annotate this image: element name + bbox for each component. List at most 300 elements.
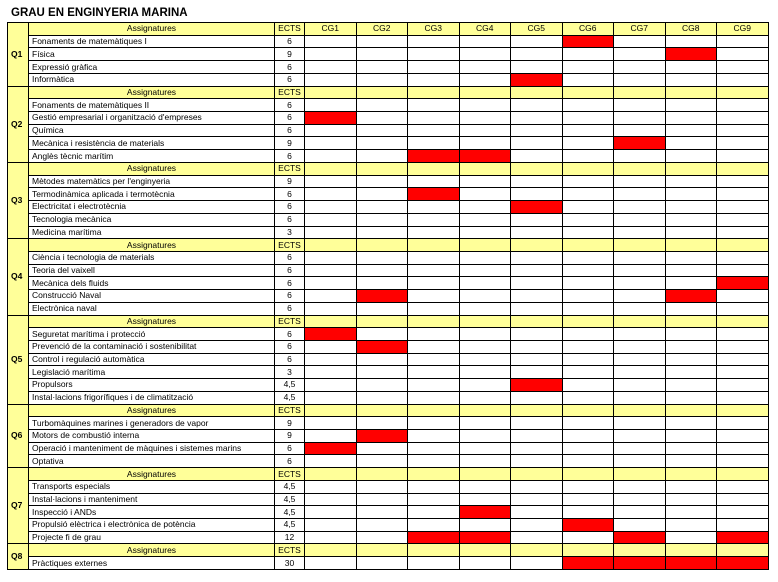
column-header-cg	[356, 544, 408, 557]
subject-name: Física	[29, 48, 275, 61]
competence-cell	[717, 340, 769, 353]
subject-row	[8, 277, 769, 290]
competence-cell	[459, 48, 511, 61]
competence-cell	[614, 112, 666, 125]
competence-cell	[511, 340, 563, 353]
competence-cell	[305, 48, 357, 61]
subject-row	[8, 531, 769, 544]
quarter-header-row	[8, 468, 769, 481]
competence-cell	[717, 226, 769, 239]
competence-cell	[614, 519, 666, 532]
competence-cell	[356, 35, 408, 48]
competence-cell	[408, 201, 460, 214]
competence-cell	[356, 175, 408, 188]
competence-cell	[717, 61, 769, 74]
subject-row	[8, 226, 769, 239]
competence-cell-marked	[511, 73, 563, 86]
column-header-cg	[408, 162, 460, 175]
column-header-cg: CG3	[408, 23, 460, 36]
competence-cell	[356, 201, 408, 214]
competence-cell	[665, 353, 717, 366]
competence-cell	[305, 519, 357, 532]
subject-name: Mecànica dels fluids	[29, 277, 275, 290]
subject-name: Electricitat i electrotècnia	[29, 201, 275, 214]
competence-cell	[356, 417, 408, 430]
subject-row	[8, 99, 769, 112]
column-header-ects: ECTS	[275, 315, 305, 328]
competence-cell	[717, 188, 769, 201]
competence-cell	[511, 99, 563, 112]
quarter-label: Q6	[8, 404, 29, 468]
column-header-ects: ECTS	[275, 162, 305, 175]
competence-cell	[459, 264, 511, 277]
competence-cell	[511, 137, 563, 150]
competence-cell	[562, 455, 614, 468]
competence-cell	[459, 442, 511, 455]
quarter-label: Q8	[8, 544, 29, 569]
quarter-header-row	[8, 162, 769, 175]
competence-cell	[511, 366, 563, 379]
competence-cell	[305, 353, 357, 366]
competence-cell	[356, 366, 408, 379]
column-header-cg	[305, 86, 357, 99]
subject-ects: 9	[275, 137, 305, 150]
column-header-cg	[305, 239, 357, 252]
subject-ects: 9	[275, 430, 305, 443]
column-header-assignatures: Assignatures	[29, 23, 275, 36]
column-header-cg	[562, 239, 614, 252]
subject-row	[8, 175, 769, 188]
competence-cell	[408, 430, 460, 443]
competence-cell	[408, 328, 460, 341]
competence-cell	[511, 61, 563, 74]
subject-ects: 4,5	[275, 493, 305, 506]
subject-ects: 9	[275, 417, 305, 430]
column-header-cg	[511, 468, 563, 481]
subject-name: Legislació marítima	[29, 366, 275, 379]
subject-ects: 4,5	[275, 379, 305, 392]
competence-cell	[408, 417, 460, 430]
competence-cell	[665, 379, 717, 392]
competence-cell	[614, 226, 666, 239]
column-header-cg	[562, 404, 614, 417]
column-header-cg	[408, 86, 460, 99]
subject-name: Projecte fi de grau	[29, 531, 275, 544]
competence-cell	[614, 251, 666, 264]
column-header-cg	[511, 162, 563, 175]
competence-cell	[356, 124, 408, 137]
competence-cell	[511, 48, 563, 61]
subject-row	[8, 417, 769, 430]
competence-cell	[459, 557, 511, 570]
competence-cell-marked	[356, 430, 408, 443]
competence-cell	[665, 99, 717, 112]
column-header-cg	[614, 162, 666, 175]
competence-cell	[459, 379, 511, 392]
competence-cell	[562, 506, 614, 519]
subject-row	[8, 213, 769, 226]
competence-cell	[305, 188, 357, 201]
quarter-header-row	[8, 315, 769, 328]
competence-cell	[511, 430, 563, 443]
competence-cell	[511, 391, 563, 404]
competence-cell	[562, 175, 614, 188]
column-header-cg	[305, 404, 357, 417]
competence-cell	[717, 519, 769, 532]
competence-cell	[562, 290, 614, 303]
competence-cell	[356, 73, 408, 86]
competence-cell-marked	[562, 557, 614, 570]
competence-cell-marked	[356, 340, 408, 353]
subject-row	[8, 480, 769, 493]
subject-row	[8, 264, 769, 277]
competence-cell	[614, 340, 666, 353]
column-header-cg	[408, 468, 460, 481]
competence-cell	[562, 302, 614, 315]
quarter-label: Q7	[8, 468, 29, 544]
competence-cell	[614, 379, 666, 392]
competence-cell	[614, 391, 666, 404]
competence-cell	[511, 226, 563, 239]
competence-cell	[305, 150, 357, 163]
competence-cell	[408, 73, 460, 86]
competence-cell	[408, 379, 460, 392]
table-body	[8, 23, 769, 570]
column-header-cg	[408, 239, 460, 252]
competence-cell-marked	[408, 531, 460, 544]
column-header-cg	[562, 86, 614, 99]
subject-ects: 6	[275, 61, 305, 74]
competence-cell	[305, 340, 357, 353]
competence-cell	[717, 48, 769, 61]
subject-ects: 6	[275, 150, 305, 163]
competence-cell	[459, 175, 511, 188]
competence-cell	[717, 506, 769, 519]
column-header-cg	[717, 468, 769, 481]
competence-cell	[511, 506, 563, 519]
competence-cell	[511, 264, 563, 277]
competence-cell	[305, 290, 357, 303]
column-header-cg	[665, 544, 717, 557]
competence-cell	[511, 455, 563, 468]
competence-cell	[562, 480, 614, 493]
competence-cell	[562, 124, 614, 137]
column-header-assignatures: Assignatures	[29, 315, 275, 328]
competence-cell	[665, 430, 717, 443]
subject-name: Teoria del vaixell	[29, 264, 275, 277]
competence-cell	[717, 480, 769, 493]
competence-cell	[408, 226, 460, 239]
competence-cell	[511, 493, 563, 506]
competence-cell	[305, 430, 357, 443]
competence-cell	[408, 61, 460, 74]
subject-ects: 3	[275, 366, 305, 379]
competence-cell	[408, 455, 460, 468]
competence-cell	[408, 506, 460, 519]
competence-cell	[459, 480, 511, 493]
competence-cell	[305, 302, 357, 315]
competence-cell	[562, 264, 614, 277]
column-header-assignatures: Assignatures	[29, 162, 275, 175]
column-header-cg	[614, 315, 666, 328]
subject-row	[8, 137, 769, 150]
column-header-cg	[356, 315, 408, 328]
column-header-cg	[408, 544, 460, 557]
column-header-ects: ECTS	[275, 239, 305, 252]
competence-cell-marked	[408, 188, 460, 201]
competence-cell-marked	[459, 150, 511, 163]
column-header-cg	[614, 544, 666, 557]
column-header-assignatures: Assignatures	[29, 544, 275, 557]
competence-cell	[459, 455, 511, 468]
subject-ects: 6	[275, 188, 305, 201]
competence-cell	[665, 366, 717, 379]
column-header-cg	[356, 404, 408, 417]
competence-cell	[459, 137, 511, 150]
subject-ects: 12	[275, 531, 305, 544]
competence-cell	[717, 264, 769, 277]
column-header-cg	[614, 239, 666, 252]
column-header-cg	[614, 86, 666, 99]
competence-cell	[717, 201, 769, 214]
competence-cell	[356, 519, 408, 532]
competence-cell	[459, 290, 511, 303]
competence-cell	[459, 124, 511, 137]
competence-cell	[614, 277, 666, 290]
competence-cell	[511, 175, 563, 188]
competence-cell	[459, 61, 511, 74]
subject-ects: 6	[275, 35, 305, 48]
competence-cell	[408, 213, 460, 226]
competence-cell	[562, 493, 614, 506]
competence-cell	[356, 328, 408, 341]
competence-cell	[665, 73, 717, 86]
competence-cell	[614, 213, 666, 226]
competence-cell-marked	[511, 201, 563, 214]
competence-cell	[562, 417, 614, 430]
competence-cell	[717, 251, 769, 264]
competence-cell	[305, 480, 357, 493]
competence-cell	[717, 175, 769, 188]
competence-cell	[562, 61, 614, 74]
competence-cell	[408, 366, 460, 379]
competence-cell	[459, 99, 511, 112]
competence-cell	[305, 251, 357, 264]
competence-cell-marked	[717, 277, 769, 290]
competence-cell	[665, 519, 717, 532]
competence-cell	[562, 99, 614, 112]
competence-cell	[305, 35, 357, 48]
column-header-cg	[305, 162, 357, 175]
competence-cell	[408, 277, 460, 290]
competence-cell	[562, 150, 614, 163]
subject-row	[8, 442, 769, 455]
quarter-header-row	[8, 86, 769, 99]
subject-name: Transports especials	[29, 480, 275, 493]
competence-cell	[305, 99, 357, 112]
subject-ects: 6	[275, 442, 305, 455]
competence-cell	[511, 353, 563, 366]
subject-row	[8, 201, 769, 214]
subject-ects: 30	[275, 557, 305, 570]
subject-row	[8, 557, 769, 570]
competence-cell	[459, 417, 511, 430]
column-header-cg	[717, 404, 769, 417]
column-header-cg	[562, 544, 614, 557]
subject-name: Control i regulació automàtica	[29, 353, 275, 366]
competence-cell	[459, 251, 511, 264]
competence-cell	[408, 35, 460, 48]
column-header-cg	[665, 239, 717, 252]
subject-ects: 3	[275, 226, 305, 239]
column-header-cg	[665, 468, 717, 481]
competence-cell	[511, 302, 563, 315]
competence-cell	[459, 391, 511, 404]
competence-cell	[665, 35, 717, 48]
competence-cell	[511, 124, 563, 137]
column-header-cg: CG5	[511, 23, 563, 36]
subject-row	[8, 379, 769, 392]
competence-cell-marked	[459, 506, 511, 519]
competence-cell	[459, 340, 511, 353]
subject-ects: 4,5	[275, 506, 305, 519]
column-header-assignatures: Assignatures	[29, 404, 275, 417]
subject-row	[8, 366, 769, 379]
subject-ects: 6	[275, 290, 305, 303]
competence-cell-marked	[717, 557, 769, 570]
subject-name: Fonaments de matemàtiques I	[29, 35, 275, 48]
competence-cell	[562, 137, 614, 150]
column-header-cg	[459, 404, 511, 417]
competence-cell	[717, 391, 769, 404]
column-header-cg	[305, 544, 357, 557]
competence-cell	[408, 290, 460, 303]
competence-cell	[408, 480, 460, 493]
competence-cell	[717, 379, 769, 392]
subject-ects: 6	[275, 112, 305, 125]
column-header-cg	[459, 239, 511, 252]
competence-cell	[356, 251, 408, 264]
competence-cell	[408, 137, 460, 150]
subject-ects: 4,5	[275, 519, 305, 532]
competence-cell	[305, 366, 357, 379]
competence-cell	[614, 73, 666, 86]
subject-name: Construcció Naval	[29, 290, 275, 303]
competence-cell	[665, 264, 717, 277]
competence-cell	[665, 251, 717, 264]
competences-table	[7, 22, 769, 570]
competence-cell	[562, 251, 614, 264]
competence-cell	[356, 302, 408, 315]
column-header-cg: CG4	[459, 23, 511, 36]
subject-name: Gestió empresarial i organització d'empreses	[29, 112, 275, 125]
column-header-cg	[717, 544, 769, 557]
competence-cell	[562, 340, 614, 353]
competence-cell	[665, 455, 717, 468]
quarter-label: Q1	[8, 23, 29, 87]
competence-cell-marked	[562, 35, 614, 48]
competence-cell-marked	[614, 531, 666, 544]
subject-row	[8, 35, 769, 48]
column-header-cg	[665, 162, 717, 175]
quarter-label: Q2	[8, 86, 29, 162]
competence-cell	[614, 506, 666, 519]
subject-ects: 6	[275, 264, 305, 277]
column-header-cg	[717, 162, 769, 175]
column-header-assignatures: Assignatures	[29, 239, 275, 252]
subject-row	[8, 430, 769, 443]
subject-row	[8, 353, 769, 366]
subject-ects: 6	[275, 251, 305, 264]
column-header-cg	[511, 86, 563, 99]
competence-cell	[665, 302, 717, 315]
competence-cell	[305, 61, 357, 74]
subject-row	[8, 124, 769, 137]
competence-cell-marked	[305, 442, 357, 455]
column-header-cg	[562, 162, 614, 175]
competence-cell	[562, 73, 614, 86]
column-header-cg	[356, 162, 408, 175]
column-header-cg: CG8	[665, 23, 717, 36]
subject-row	[8, 112, 769, 125]
competence-cell	[562, 201, 614, 214]
competence-cell-marked	[614, 137, 666, 150]
subject-name: Mecànica i resistència de materials	[29, 137, 275, 150]
competence-cell	[356, 557, 408, 570]
competence-cell	[459, 519, 511, 532]
competence-cell	[614, 302, 666, 315]
subject-row	[8, 251, 769, 264]
competence-cell	[459, 353, 511, 366]
subject-row	[8, 340, 769, 353]
subject-name: Medicina marítima	[29, 226, 275, 239]
competence-cell	[356, 442, 408, 455]
column-header-cg	[408, 404, 460, 417]
competence-cell	[305, 557, 357, 570]
competence-cell	[305, 455, 357, 468]
column-header-cg	[459, 86, 511, 99]
competence-cell	[614, 417, 666, 430]
competence-cell	[356, 506, 408, 519]
column-header-cg	[665, 404, 717, 417]
competence-cell	[562, 213, 614, 226]
subject-name: Pràctiques externes	[29, 557, 275, 570]
competence-cell	[459, 226, 511, 239]
column-header-cg: CG6	[562, 23, 614, 36]
competence-cell	[511, 35, 563, 48]
competence-cell	[511, 277, 563, 290]
competence-cell	[459, 430, 511, 443]
competence-cell	[356, 353, 408, 366]
competence-cell	[717, 150, 769, 163]
competence-cell	[305, 277, 357, 290]
competence-cell	[562, 353, 614, 366]
competence-cell	[408, 519, 460, 532]
competence-cell	[356, 391, 408, 404]
competence-cell	[717, 35, 769, 48]
competence-cell	[717, 455, 769, 468]
competence-cell	[305, 264, 357, 277]
competence-cell	[356, 213, 408, 226]
competence-cell	[562, 366, 614, 379]
competence-cell	[614, 366, 666, 379]
competence-cell-marked	[562, 519, 614, 532]
competence-cell	[614, 455, 666, 468]
subject-ects: 6	[275, 455, 305, 468]
column-header-cg	[665, 86, 717, 99]
competence-cell-marked	[614, 557, 666, 570]
competence-cell	[459, 328, 511, 341]
